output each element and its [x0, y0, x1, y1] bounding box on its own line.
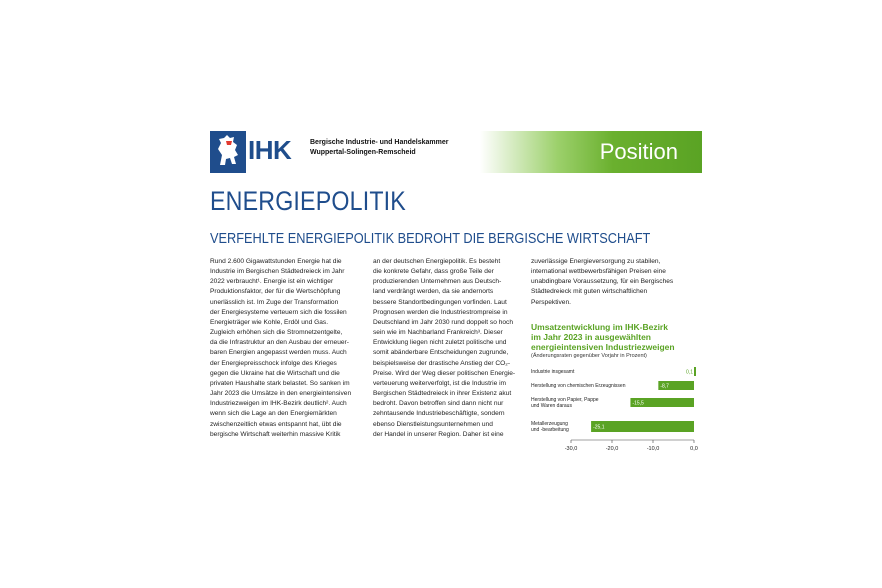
category-label: [531, 383, 626, 389]
text-line: Bergischen Städtedreieck in ihrer Existenz akut: [373, 390, 512, 398]
text-line: Energieträger wie Kohle, Erdöl und Gas.: [210, 318, 329, 326]
bar-value-label: -25,1: [593, 424, 605, 431]
text-line: der Handel in unserer Region. Daher ist eine: [373, 430, 504, 438]
revenue-change-bar-chart: [531, 365, 702, 458]
category-label-line: Herstellung von chemischen Erzeugnissen: [531, 382, 626, 389]
text-column-1: [210, 257, 365, 440]
text-column-2: [373, 257, 528, 440]
bar-value-label: -8,7: [660, 383, 669, 390]
category-label: [531, 369, 574, 375]
category-label-line: und -bearbeitung: [531, 426, 569, 433]
text-line: sein wie im Nachbarland Frankreich³. Dieser: [373, 329, 503, 337]
text-line: privaten Haushalte stark belastet. So sanken im: [210, 379, 350, 387]
bar-value-label: 0,1: [686, 369, 693, 376]
chart-subtitle: (Änderungsraten gegenüber Vorjahr in Prozent): [531, 353, 647, 359]
text-column-3: [531, 257, 702, 308]
text-line: Zugleich erhöhen sich die Stromnetzentgelte,: [210, 329, 343, 337]
category-label: [531, 397, 599, 409]
chart-title-line: Umsatzentwicklung im IHK-Bezirk: [531, 322, 668, 332]
text-line: an der deutschen Energiepolitik. Es besteht: [373, 258, 501, 265]
text-line: Industriezweigen im IHK-Bezirk deutlich². Auch: [210, 400, 347, 408]
text-line: zehntausende Industriebeschäftigte, sondern: [373, 410, 505, 418]
position-paper-page: [210, 131, 702, 458]
document-subtitle: VERFEHLTE ENERGIEPOLITIK BEDROHT DIE BERGISCHE WIRTSCHAFT: [210, 231, 651, 247]
category-label-line: Herstellung von Papier, Pappe: [531, 396, 599, 403]
text-line: ebenso Dienstleistungsunternehmen und: [373, 420, 493, 428]
document-title: ENERGIEPOLITIK: [210, 186, 406, 216]
chart-title-line: energieintensiven Industriezweigen: [531, 342, 675, 352]
chart-canvas: [531, 365, 702, 458]
text-line: Produktionsfaktor, der für die Wertschöpfung: [210, 288, 341, 296]
bar: [591, 421, 694, 432]
text-line: der Energiepreisschock infolge des Krieges: [210, 359, 337, 367]
text-line: 2022 verbraucht¹. Energie ist ein wichtiger: [210, 278, 334, 286]
text-line: unabdingbare Voraussetzung, für ein Bergisches: [531, 278, 674, 286]
text-line: verteuerung weiterverfolgt, ist die Industrie im: [373, 379, 507, 387]
x-tick-label: 0,0: [690, 446, 698, 452]
x-tick-label: -20,0: [605, 446, 619, 452]
position-banner: [480, 131, 702, 173]
text-line: die konkrete Gefahr, dass große Teile der: [373, 268, 494, 276]
text-line: beispielsweise der drastische Anstieg der CO₂-: [373, 359, 511, 367]
text-line: Jahr 2023 die Umsätze in den energieintensiven: [210, 390, 352, 398]
text-line: zwischenzeitlich etwas entspannt hat, übt die: [210, 420, 342, 428]
text-line: zuverlässige Energieversorgung zu stabilen,: [531, 258, 661, 265]
chamber-name: [310, 138, 448, 157]
text-line: baren Energien angepasst werden muss. Auch: [210, 349, 347, 357]
chamber-name-line2: Wuppertal-Solingen-Remscheid: [310, 148, 416, 156]
text-line: Entwicklung liegen nicht zuletzt politische und: [373, 339, 507, 347]
text-line: Prognosen werden die Industriestrompreise in: [373, 308, 508, 316]
bar: [694, 367, 696, 376]
text-line: bedroht. Davon betroffen sind dann nicht nur: [373, 400, 504, 408]
text-line: produzierenden Unternehmen aus Deutsch-: [373, 278, 502, 286]
text-line: gegen die Ukraine hat die Wirtschaft und die: [210, 369, 340, 377]
bar-value-label: -15,5: [632, 400, 644, 407]
category-label-line: Metallerzeugung: [531, 420, 568, 427]
chart-title: [531, 322, 675, 352]
text-line: der Energiesysteme verteuern sich die fossilen: [210, 308, 347, 316]
text-line: Rund 2.600 Gigawattstunden Energie hat die: [210, 258, 342, 265]
text-line: international wettbewerbsfähigen Preisen eine: [531, 268, 666, 276]
text-line: Deutschland im Jahr 2030 rund doppelt so hoch: [373, 318, 514, 326]
position-label: Position: [599, 139, 678, 164]
text-line: bergische Wirtschaft weiterhin massive Kritik: [210, 430, 341, 438]
text-line: Preise. Wird der Weg dieser politischen Energie-: [373, 369, 516, 377]
coat-of-arms-lion-logo: [210, 131, 246, 173]
category-label-line: und Waren daraus: [531, 402, 572, 409]
category-label-line: Industrie insgesamt: [531, 368, 575, 375]
text-line: wenn sich die Lage an den Energiemärkten: [210, 410, 337, 418]
chart-title-line: im Jahr 2023 in ausgewählten: [531, 332, 651, 342]
text-line: da die Infrastruktur an den Ausbau der erneuer-: [210, 339, 349, 347]
text-line: Städtedreieck mit guten wirtschaftlichen: [531, 288, 648, 296]
category-label: [531, 421, 569, 433]
x-tick-label: -10,0: [646, 446, 660, 452]
chamber-name-line1: Bergische Industrie- und Handelskammer: [310, 139, 449, 146]
text-line: unerlässlich ist. Im Zuge der Transformation: [210, 298, 339, 306]
text-line: somit abänderbare Entscheidungen zugrunde,: [373, 349, 509, 357]
text-line: Industrie im Bergischen Städtedreieck im Jahr: [210, 268, 345, 276]
x-tick-label: -30,0: [564, 446, 578, 452]
ihk-wordmark: IHK: [248, 135, 292, 165]
text-line: land verdrängt werden, da sie andernorts: [373, 288, 494, 296]
text-line: Perspektiven.: [531, 298, 571, 306]
text-line: bessere Standortbedingungen vorfinden. Laut: [373, 298, 507, 306]
